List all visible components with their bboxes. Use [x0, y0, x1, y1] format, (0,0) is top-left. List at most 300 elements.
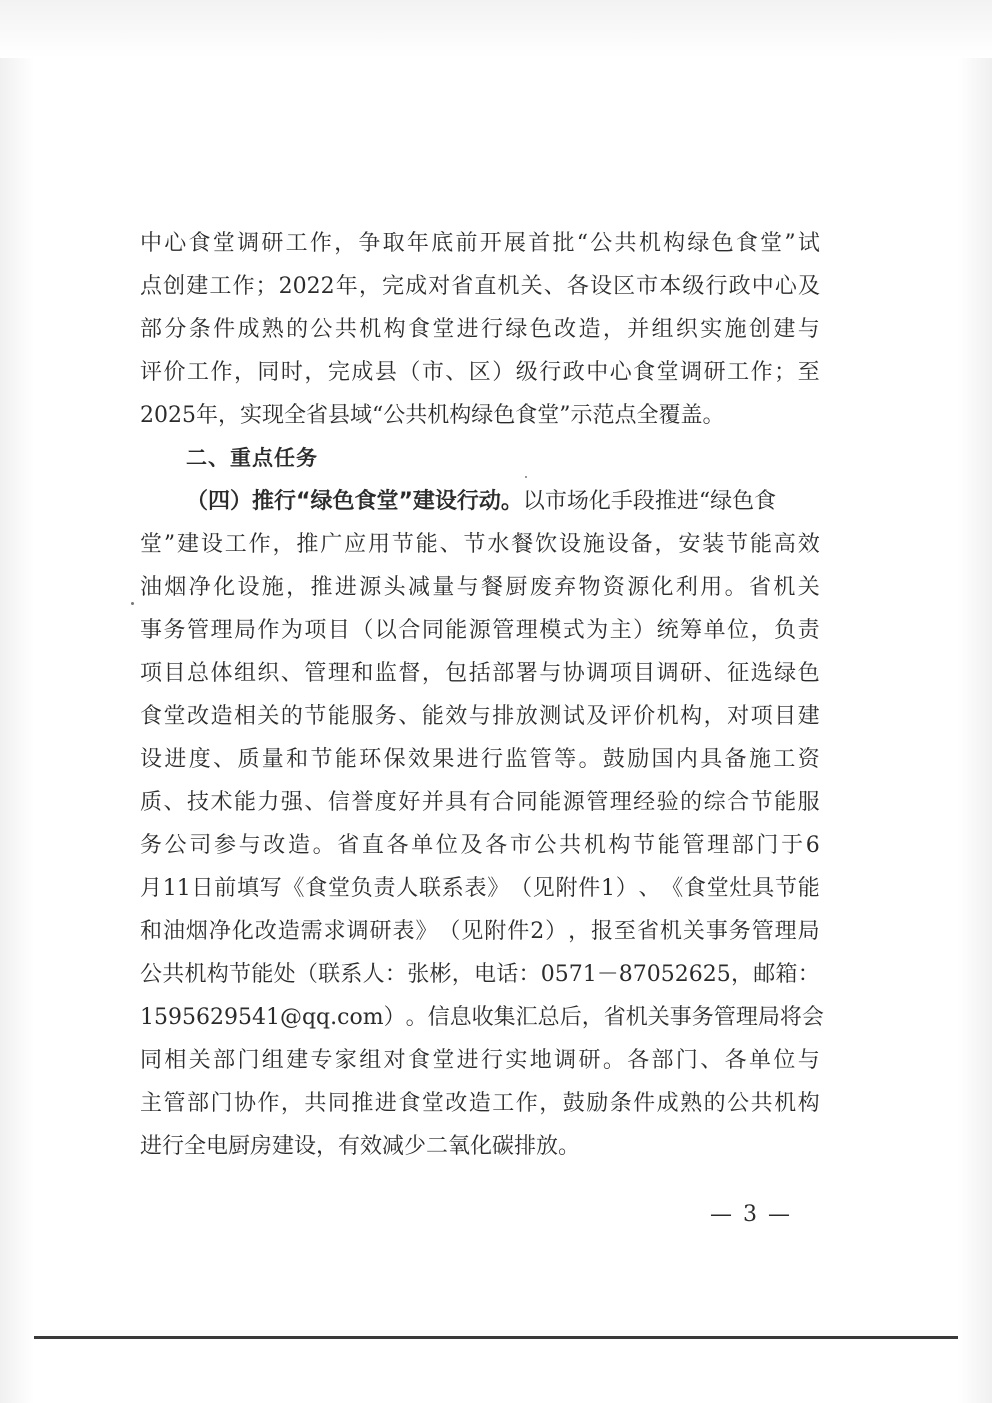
glyph: 表: [392, 919, 415, 944]
glyph: 。: [724, 575, 747, 600]
glyph: 务: [374, 704, 397, 729]
glyph: 件: [507, 919, 530, 944]
document-body: [140, 222, 824, 1168]
glyph: 同: [327, 1091, 350, 1116]
glyph: 备: [724, 747, 747, 772]
glyph: 装: [702, 532, 725, 557]
glyph: ，: [568, 919, 591, 944]
glyph: 市: [636, 274, 659, 299]
glyph: 选: [750, 661, 773, 686]
glyph: 心: [164, 231, 187, 256]
scan-shadow-right: [958, 58, 992, 1403]
glyph: ）: [633, 618, 656, 643]
body-line: [140, 265, 820, 308]
glyph: 造: [287, 833, 310, 858]
glyph: ，: [272, 532, 295, 557]
glyph: 管: [492, 618, 515, 643]
glyph: 能: [251, 962, 274, 987]
glyph: 食: [407, 317, 430, 342]
glyph: 各: [627, 1048, 650, 1073]
glyph: 合: [492, 790, 515, 815]
glyph: ：: [518, 962, 541, 987]
glyph: 成: [237, 317, 260, 342]
glyph: 工: [285, 231, 308, 256]
subheading-line: [140, 480, 820, 523]
glyph: 工: [492, 1091, 515, 1116]
glyph: 公: [727, 1091, 750, 1116]
glyph: 绿: [774, 661, 797, 686]
glyph: 进: [164, 747, 187, 772]
glyph: 级: [515, 360, 538, 385]
glyph: 国: [651, 747, 674, 772]
glyph: 改: [445, 1091, 468, 1116]
glyph: 务: [691, 1005, 714, 1030]
glyph: 对: [428, 274, 451, 299]
glyph: 内: [675, 747, 698, 772]
glyph: 前: [214, 876, 237, 901]
glyph: 件: [578, 876, 601, 901]
glyph: 和: [140, 919, 163, 944]
glyph: 》: [415, 919, 438, 944]
glyph: 实: [700, 317, 723, 342]
glyph: 餐: [481, 575, 504, 600]
body-line: [140, 996, 824, 1039]
glyph: 、: [638, 876, 661, 901]
glyph: 信: [427, 1005, 450, 1030]
glyph: 净: [208, 919, 231, 944]
body-line: [140, 1082, 820, 1125]
glyph: 具: [752, 876, 775, 901]
glyph: 研: [703, 360, 726, 385]
glyph: 的: [280, 704, 303, 729]
glyph: 项: [304, 618, 327, 643]
glyph: 模: [539, 618, 562, 643]
glyph: 构: [680, 704, 703, 729]
glyph: 理: [210, 618, 233, 643]
glyph: 对: [727, 704, 750, 729]
glyph: 源: [359, 575, 382, 600]
glyph: 协: [562, 661, 585, 686]
glyph: 后: [559, 1005, 582, 1030]
glyph: 环: [359, 747, 382, 772]
glyph: 节: [310, 747, 333, 772]
glyph: ，: [750, 618, 773, 643]
glyph: 区: [468, 360, 491, 385]
glyph: 调: [346, 919, 369, 944]
glyph: 节: [726, 532, 749, 557]
glyph: 共: [304, 1091, 327, 1116]
glyph: 和: [286, 747, 309, 772]
glyph: 管: [713, 1005, 736, 1030]
glyph: 和: [351, 661, 374, 686]
glyph: 头: [383, 575, 406, 600]
glyph: 灶: [729, 876, 752, 901]
glyph: 收: [471, 1005, 494, 1030]
glyph: 项: [750, 704, 773, 729]
glyph: 作: [309, 231, 332, 256]
glyph: 求: [323, 919, 346, 944]
glyph: 管: [163, 1091, 186, 1116]
glyph: 年: [406, 231, 429, 256]
glyph: ，: [703, 704, 726, 729]
glyph: 以: [374, 618, 397, 643]
glyph: （: [398, 360, 421, 385]
glyph: 管: [586, 790, 609, 815]
glyph: 单: [748, 1048, 771, 1073]
glyph: 同: [257, 360, 280, 385]
glyph: 食: [633, 360, 656, 385]
glyph: 年: [335, 274, 358, 299]
glyph: 推: [296, 532, 319, 557]
body-line: [140, 523, 820, 566]
subheading-title: （四）推行“绿色食堂”建设行动。: [186, 489, 523, 514]
body-line: [140, 910, 820, 953]
glyph: 督: [398, 661, 421, 686]
body-line: [140, 222, 820, 265]
glyph: 单: [703, 618, 726, 643]
glyph: 与: [539, 661, 562, 686]
glyph: 对: [383, 1048, 406, 1073]
glyph: 建: [773, 317, 796, 342]
glyph: 行: [539, 360, 562, 385]
glyph: 鼓: [602, 747, 625, 772]
glyph: 节: [633, 833, 656, 858]
glyph: 效: [445, 704, 468, 729]
glyph: 实: [505, 1048, 528, 1073]
glyph: 食: [407, 1048, 430, 1073]
glyph: 净: [188, 575, 211, 600]
glyph: 、: [280, 661, 303, 686]
glyph: 总: [537, 1005, 560, 1030]
glyph: 能: [539, 790, 562, 815]
glyph: 能: [334, 747, 357, 772]
scan-shadow-top: [0, 0, 992, 58]
body-line: [140, 652, 820, 695]
glyph: 体: [210, 661, 233, 686]
glyph: 管: [751, 919, 774, 944]
glyph: 直: [361, 833, 384, 858]
glyph: 有: [468, 790, 491, 815]
glyph: 机: [659, 919, 682, 944]
glyph: 度: [374, 790, 397, 815]
glyph: 取: [382, 231, 405, 256]
glyph: 式: [562, 618, 585, 643]
glyph: 色: [797, 661, 820, 686]
glyph: 家: [334, 1048, 357, 1073]
glyph: 改: [186, 704, 209, 729]
glyph: 堂: [212, 231, 235, 256]
body-line: [140, 566, 820, 609]
glyph: 食: [398, 1091, 421, 1116]
glyph: 理: [327, 661, 350, 686]
glyph: 食: [140, 704, 163, 729]
glyph: 、: [445, 360, 468, 385]
glyph: 箱: [775, 962, 798, 987]
glyph: 建: [186, 274, 209, 299]
glyph: 并: [627, 317, 650, 342]
glyph: 色: [529, 317, 552, 342]
glyph: 包: [445, 661, 468, 686]
glyph: 筹: [680, 618, 703, 643]
glyph: 构: [663, 231, 686, 256]
glyph: 关: [682, 919, 705, 944]
glyph: 等: [554, 747, 577, 772]
glyph: 组: [261, 1048, 284, 1073]
glyph: 化: [651, 575, 674, 600]
glyph: 管: [186, 618, 209, 643]
glyph: 机: [184, 962, 207, 987]
glyph: 工: [209, 274, 232, 299]
glyph: 至: [614, 919, 637, 944]
glyph: 司: [189, 833, 212, 858]
glyph: 工: [727, 360, 750, 385]
glyph: 公: [310, 317, 333, 342]
glyph: 及: [460, 833, 483, 858]
glyph: 废: [529, 575, 552, 600]
glyph: 县: [374, 360, 397, 385]
glyph: 节: [229, 962, 252, 987]
glyph: 2022: [278, 274, 335, 299]
glyph: 管: [304, 661, 327, 686]
glyph: 作: [257, 618, 280, 643]
glyph: 公: [140, 962, 163, 987]
glyph: 化: [213, 575, 236, 600]
glyph: 机: [497, 274, 520, 299]
glyph: 位: [727, 618, 750, 643]
glyph: 《: [282, 876, 305, 901]
glyph: ，: [334, 231, 357, 256]
glyph: 条: [188, 317, 211, 342]
glyph: 质: [140, 790, 163, 815]
glyph: 应: [344, 532, 367, 557]
glyph: 堂: [760, 231, 783, 256]
glyph: 好: [398, 790, 421, 815]
glyph: ，: [358, 274, 381, 299]
body-line-last: 进行全电厨房建设，有效减少二氧化碳排放。: [140, 1134, 581, 1159]
glyph: 机: [583, 833, 606, 858]
glyph: 进: [374, 1091, 397, 1116]
glyph: 评: [140, 360, 163, 385]
glyph: 中: [751, 274, 774, 299]
glyph: 水: [487, 532, 510, 557]
glyph: 机: [774, 1091, 797, 1116]
glyph: 理: [707, 833, 730, 858]
glyph: 机: [625, 1005, 648, 1030]
glyph: 局: [233, 618, 256, 643]
glyph: 展: [503, 231, 526, 256]
glyph: 成: [656, 1091, 679, 1116]
glyph: 堂: [163, 704, 186, 729]
glyph: 人: [362, 962, 385, 987]
glyph: 利: [675, 575, 698, 600]
glyph: 、: [703, 661, 726, 686]
glyph: 作: [210, 360, 233, 385]
glyph: 行: [481, 747, 504, 772]
glyph: 饮: [535, 532, 558, 557]
glyph: 目: [163, 661, 186, 686]
glyph: 造: [468, 1091, 491, 1116]
glyph: 前: [455, 231, 478, 256]
glyph: 理: [774, 919, 797, 944]
glyph: 总: [186, 661, 209, 686]
glyph: 首: [528, 231, 551, 256]
glyph: 各: [485, 833, 508, 858]
glyph: 地: [529, 1048, 552, 1073]
glyph: 造: [210, 704, 233, 729]
glyph: 工: [186, 360, 209, 385]
glyph: 见: [461, 919, 484, 944]
glyph: 责: [373, 876, 396, 901]
glyph: 改: [254, 919, 277, 944]
glyph: 试: [562, 704, 585, 729]
glyph: 作: [257, 1091, 280, 1116]
glyph: 果: [432, 747, 455, 772]
glyph: 与: [456, 575, 479, 600]
glyph: 施: [748, 747, 771, 772]
glyph: 构: [383, 317, 406, 342]
glyph: 主: [609, 618, 632, 643]
glyph: 源: [562, 790, 585, 815]
glyph: 油: [140, 575, 163, 600]
glyph: 会: [801, 1005, 824, 1030]
glyph: 评: [609, 704, 632, 729]
glyph: 色: [711, 231, 734, 256]
glyph: 试: [797, 231, 820, 256]
glyph: 堂: [432, 1048, 455, 1073]
glyph: 局: [797, 919, 820, 944]
glyph: 与: [797, 317, 820, 342]
glyph: 6: [805, 833, 820, 858]
glyph: 条: [609, 1091, 632, 1116]
glyph: 11: [162, 876, 191, 901]
glyph: 设: [558, 532, 581, 557]
glyph: 共: [559, 833, 582, 858]
glyph: 及: [797, 274, 820, 299]
glyph: 需: [300, 919, 323, 944]
glyph: 誉: [351, 790, 374, 815]
glyph: 食: [305, 876, 328, 901]
glyph: 研: [261, 231, 284, 256]
glyph: 彬: [429, 962, 452, 987]
glyph: ；: [255, 274, 278, 299]
glyph: 具: [700, 747, 723, 772]
body-line-last: 2025年，实现全省县域“公共机构绿色食堂”示范点全覆盖。: [140, 403, 725, 428]
glyph: ）: [615, 876, 638, 901]
glyph: 写: [259, 876, 282, 901]
glyph: 设: [140, 747, 163, 772]
glyph: 机: [359, 317, 382, 342]
glyph: 作: [248, 532, 271, 557]
glyph: 排: [492, 704, 515, 729]
glyph: 门: [210, 1091, 233, 1116]
glyph: 节: [304, 704, 327, 729]
glyph: 关: [257, 704, 280, 729]
glyph: 息: [449, 1005, 472, 1030]
glyph: 公: [534, 833, 557, 858]
glyph: 设: [200, 532, 223, 557]
glyph: 节: [750, 790, 773, 815]
section-heading: 二、重点任务: [186, 446, 318, 470]
glyph: 熟: [261, 317, 284, 342]
glyph: 开: [479, 231, 502, 256]
glyph: 化: [231, 919, 254, 944]
glyph: 、: [163, 790, 186, 815]
glyph: 价: [633, 704, 656, 729]
glyph: 集: [493, 1005, 516, 1030]
glyph: 研: [578, 1048, 601, 1073]
glyph: 、: [543, 274, 566, 299]
glyph: 绿: [687, 231, 710, 256]
glyph: 》: [487, 876, 510, 901]
glyph: 分: [164, 317, 187, 342]
glyph: 项: [140, 661, 163, 686]
glyph: 机: [773, 575, 796, 600]
glyph: 节: [774, 876, 797, 901]
glyph: 烟: [185, 919, 208, 944]
scan-speck: [131, 602, 134, 605]
glyph: 熟: [680, 1091, 703, 1116]
glyph: 油: [162, 919, 185, 944]
scan-shadow-left: [0, 58, 34, 1403]
glyph: 责: [797, 618, 820, 643]
glyph: 放: [515, 704, 538, 729]
glyph: 广: [320, 532, 343, 557]
glyph: 直: [474, 274, 497, 299]
glyph: 机: [638, 231, 661, 256]
glyph: 共: [334, 317, 357, 342]
glyph: 构: [206, 962, 229, 987]
glyph: 2: [530, 919, 545, 944]
glyph: 力: [257, 790, 280, 815]
glyph: 调: [586, 661, 609, 686]
glyph: 减: [407, 575, 430, 600]
glyph: 区: [613, 274, 636, 299]
glyph: 话: [496, 962, 519, 987]
glyph: 参: [213, 833, 236, 858]
glyph: 建: [286, 1048, 309, 1073]
glyph: ：: [797, 962, 820, 987]
body-line: [140, 824, 820, 867]
glyph: 食: [735, 231, 758, 256]
glyph: ）: [545, 919, 568, 944]
glyph: 调: [680, 360, 703, 385]
glyph: ，: [451, 962, 474, 987]
glyph: 能: [657, 833, 680, 858]
glyph: 绿: [505, 317, 528, 342]
glyph: 源: [468, 618, 491, 643]
glyph: 能: [774, 790, 797, 815]
glyph: 作: [515, 1091, 538, 1116]
glyph: 构: [608, 833, 631, 858]
glyph: 负: [774, 618, 797, 643]
glyph: 行: [705, 274, 728, 299]
glyph: 烟: [164, 575, 187, 600]
glyph: 造: [277, 919, 300, 944]
glyph: ，: [539, 1091, 562, 1116]
glyph: 节: [391, 532, 414, 557]
glyph: 厨: [505, 575, 528, 600]
glyph: 管: [529, 747, 552, 772]
glyph: 署: [515, 661, 538, 686]
glyph: 管: [682, 833, 705, 858]
glyph: 负: [350, 876, 373, 901]
glyph: 各: [724, 1048, 747, 1073]
glyph: 件: [633, 1091, 656, 1116]
glyph: 1: [600, 876, 615, 901]
glyph: ，: [233, 360, 256, 385]
glyph: 省: [636, 919, 659, 944]
glyph: 施: [261, 575, 284, 600]
